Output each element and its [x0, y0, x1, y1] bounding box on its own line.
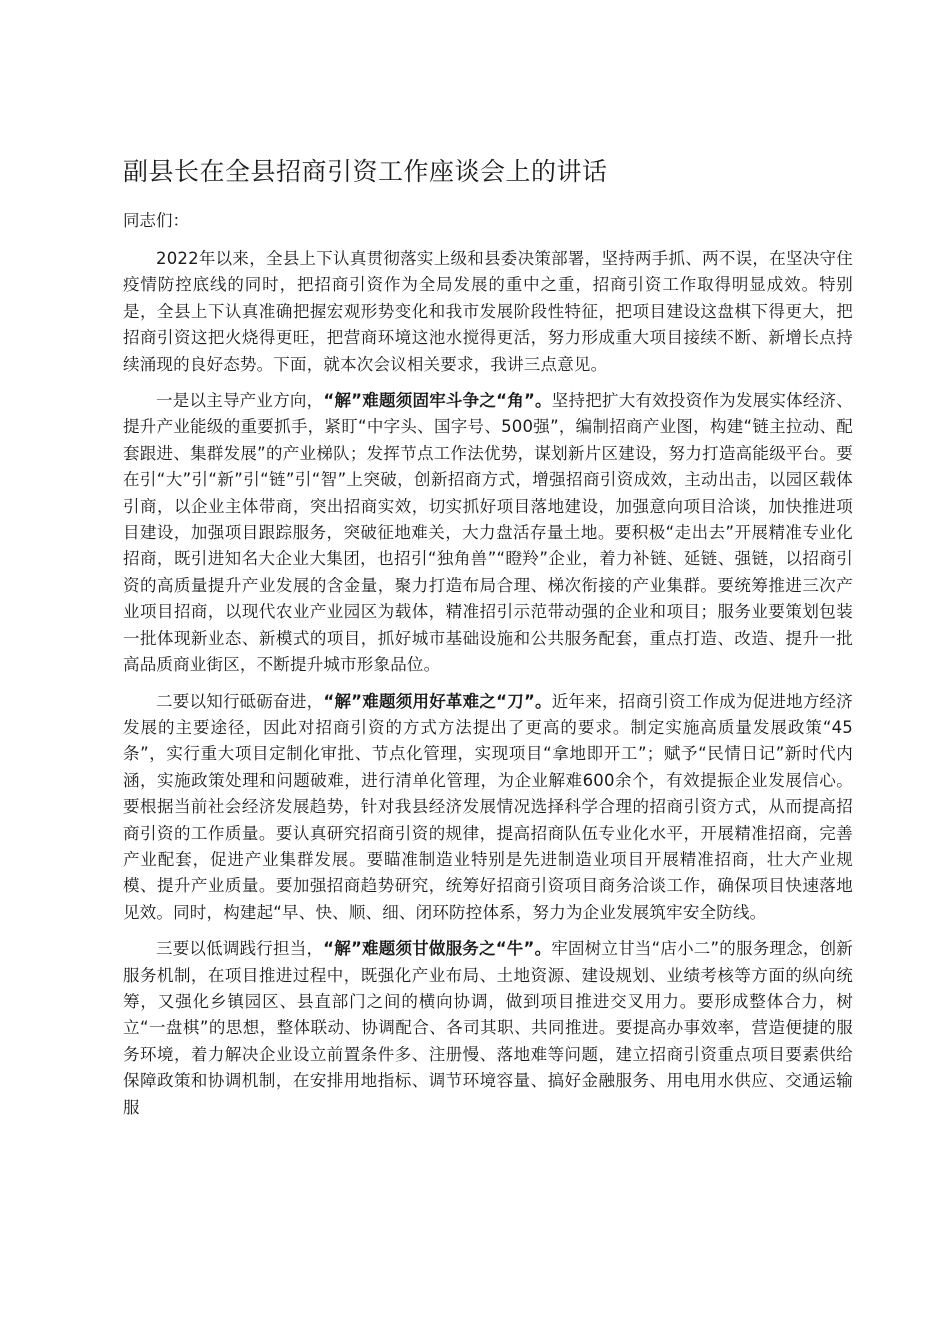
salutation: 同志们：: [123, 211, 189, 230]
paragraph-intro: [123, 246, 853, 378]
document-body: [123, 246, 853, 1131]
paragraph-emphasis: “解”难题须固牢斗争之“角”。: [323, 391, 552, 411]
paragraph-text: 近年来，招商引资工作成为促进地方经济发展的主要途径，因此对招商引资的方式方法提出了更高的要求。制定实施高质量发展政策“45条”，实行重大项目定制化审批、节点化管理，实现项目“拿地即开工”；赋予“民情日记”新时代内涵，实施政策处理和问题破难，进行清单化管理，为企业解难600余个，有效提振企业发展信心。要根据当前社会经济发展趋势，针对我县经济发展情况选择科学合理的招商引资方式，从而提高招商引资的工作质量。要认真研究招商引资的规律，提高招商队伍专业化水平，开展精准招商，完善产业配套，促进产业集群发展。要瞄准制造业特别是先进制造业项目开展精准招商，壮大产业规模、提升产业质量。要加强招商趋势研究，统筹好招商引资项目商务洽谈工作，确保项目快速落地见效。同时，构建起“早、快、顺、细、闭环防控体系，努力为企业发展筑牢安全防线。: [123, 691, 853, 922]
document-title: 副县长在全县招商引资工作座谈会上的讲话: [123, 157, 608, 186]
paragraph-point-two: [123, 689, 853, 927]
paragraph-point-one: [123, 388, 853, 678]
paragraph-point-three: [123, 936, 853, 1121]
paragraph-lead: 一是以主导产业方向，: [156, 391, 324, 411]
paragraph-emphasis: “解”难题须用好革难之“刀”。: [323, 691, 552, 711]
paragraph-text: 坚持把扩大有效投资作为发展实体经济、提升产业能级的重要抓手，紧盯“中字头、国字号、500强”，编制招商产业图，构建“链主拉动、配套跟进、集群发展”的产业梯队；发挥节点工作法优势，谋划新片区建设，努力打造高能级平台。要在引“大”引“新”引“链”引“智”上突破，创新招商方式，增强招商引资成效，主动出击，以园区载体引商，以企业主体带商，突出招商实效，切实抓好项目落地建设，加强意向项目洽谈，加快推进项目建设，加强项目跟踪服务，突破征地难关，大力盘活存量土地。要积极“走出去”开展精准专业化招商，既引进知名大企业大集团，也招引“独角兽”“瞪羚”企业，着力补链、延链、强链，以招商引资的高质量提升产业发展的含金量，聚力打造布局合理、梯次衔接的产业集群。要统筹推进三次产业项目招商，以现代农业产业园区为载体，精准招引示范带动强的企业和项目；服务业要策划包装一批体现新业态、新模式的项目，抓好城市基础设施和公共服务配套，重点打造、改造、提升一批高品质商业街区，不断提升城市形象品位。: [123, 391, 853, 675]
paragraph-emphasis: “解”难题须甘做服务之“牛”。: [323, 939, 552, 959]
paragraph-text: 2022年以来，全县上下认真贯彻落实上级和县委决策部署，坚持两手抓、两不误，在坚决守住疫情防控底线的同时，把招商引资作为全局发展的重中之重，招商引资工作取得明显成效。特别是，全县上下认真准确把握宏观形势变化和我市发展阶段性特征，把项目建设这盘棋下得更大，把招商引资这把火烧得更旺，把营商环境这池水搅得更活，努力形成重大项目接续不断、新增长点持续涌现的良好态势。下面，就本次会议相关要求，我讲三点意见。: [123, 249, 853, 374]
paragraph-lead: 三要以低调践行担当，: [156, 939, 324, 959]
paragraph-text: 牢固树立甘当“店小二”的服务理念，创新服务机制，在项目推进过程中，既强化产业布局、土地资源、建设规划、业绩考核等方面的纵向统筹，又强化乡镇园区、县直部门之间的横向协调，做到项目推进交叉用力。要形成整体合力，树立“一盘棋”的思想，整体联动、协调配合、各司其职、共同推进。要提高办事效率，营造便捷的服务环境，着力解决企业设立前置条件多、注册慢、落地难等问题，建立招商引资重点项目要素供给保障政策和协调机制，在安排用地指标、调节环境容量、搞好金融服务、用电用水供应、交通运输服: [123, 939, 853, 1117]
paragraph-lead: 二要以知行砥砺奋进，: [156, 691, 324, 711]
